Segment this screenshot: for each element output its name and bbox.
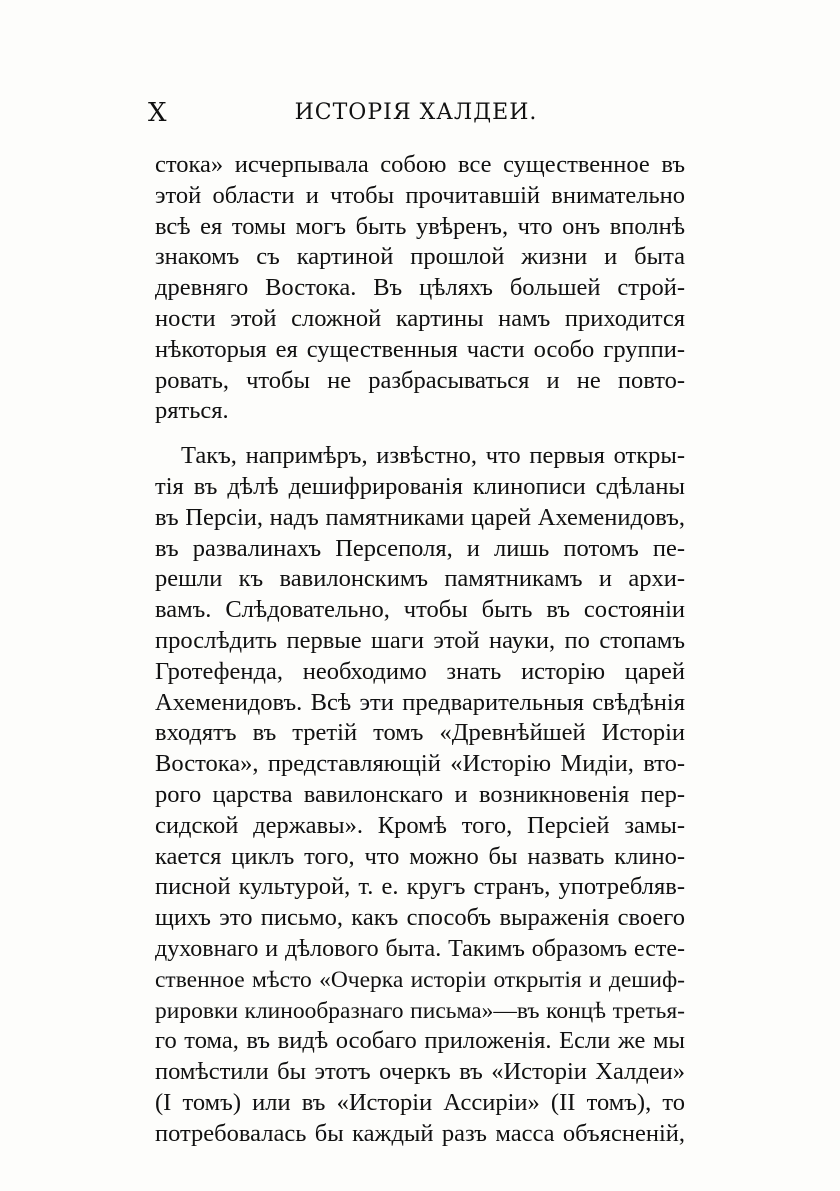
text-line: щихъ это письмо, какъ способъ выраженія своего	[155, 904, 685, 932]
text-line: писной культурой, т. е. кругъ странъ, употребляв-	[155, 873, 685, 901]
paragraph-1	[155, 150, 685, 427]
text-line: нѣкоторыя ея существенныя части особо группи-	[155, 335, 685, 363]
text-line: сидской державы». Кромѣ того, Персіей замы-	[155, 811, 685, 839]
text-line: ряться.	[155, 397, 229, 425]
text-line: (I томъ) или въ «Исторіи Ассиріи» (II томъ), то	[155, 1088, 685, 1116]
text-line: кается циклъ того, что можно бы назвать клино-	[155, 842, 685, 870]
paragraph-2	[155, 441, 685, 1149]
text-line: тія въ дѣлѣ дешифрированія клинописи сдѣланы	[155, 472, 685, 500]
text-line: помѣстили бы этотъ очеркъ въ «Исторіи Халдеи»	[155, 1058, 685, 1086]
text-line: всѣ ея томы могъ быть увѣренъ, что онъ вполнѣ	[155, 212, 685, 240]
text-line: этой области и чтобы прочитавшій внимательно	[155, 181, 685, 209]
text-line: Востока», представляющій «Исторію Мидіи, вто-	[155, 750, 685, 778]
text-line: ственное мѣсто «Очерка исторіи открытія и дешиф-	[155, 966, 685, 993]
paragraph-spacer	[155, 427, 685, 441]
text-line: входятъ въ третій томъ «Древнѣйшей Исторіи	[155, 719, 685, 747]
text-line: ровать, чтобы не разбрасываться и не повто-	[155, 366, 685, 394]
text-line: рого царства вавилонскаго и возникновенія пер-	[155, 780, 685, 808]
text-line: Гротефенда, необходимо знать исторію царей	[155, 657, 685, 685]
text-line: духовнаго и дѣлового быта. Такимъ образомъ есте-	[155, 935, 685, 962]
running-title: ИСТОРІЯ ХАЛДЕИ.	[294, 100, 538, 125]
text-line: Ахеменидовъ. Всѣ эти предварительныя свѣдѣнія	[155, 688, 685, 716]
running-head	[148, 98, 684, 138]
page-number: X	[148, 98, 167, 128]
text-line: решли къ вавилонскимъ памятникамъ и архи-	[155, 565, 685, 593]
text-line: го тома, въ видѣ особаго приложенія. Если же мы	[155, 1027, 685, 1055]
text-line: вамъ. Слѣдовательно, чтобы быть въ состояніи	[155, 596, 685, 624]
text-line: рировки клинообразнаго письма»—въ концѣ третья-	[155, 997, 685, 1024]
text-line: стока» исчерпывала собою все существенное въ	[155, 151, 685, 178]
text-line: ности этой сложной картины намъ приходится	[155, 304, 685, 332]
body-text	[155, 150, 685, 1150]
text-line: Такъ, напримѣръ, извѣстно, что первыя откры-	[181, 442, 685, 470]
text-line: въ Персіи, надъ памятниками царей Ахеменидовъ,	[155, 503, 685, 531]
text-line: въ развалинахъ Персеполя, и лишь потомъ пе-	[155, 534, 685, 562]
text-line: потребовалась бы каждый разъ масса объясненій,	[155, 1119, 685, 1147]
text-line: прослѣдить первые шаги этой науки, по стопамъ	[155, 626, 685, 654]
text-line: древняго Востока. Въ цѣляхъ большей строй-	[155, 274, 685, 302]
text-line: знакомъ съ картиной прошлой жизни и быта	[155, 243, 685, 271]
